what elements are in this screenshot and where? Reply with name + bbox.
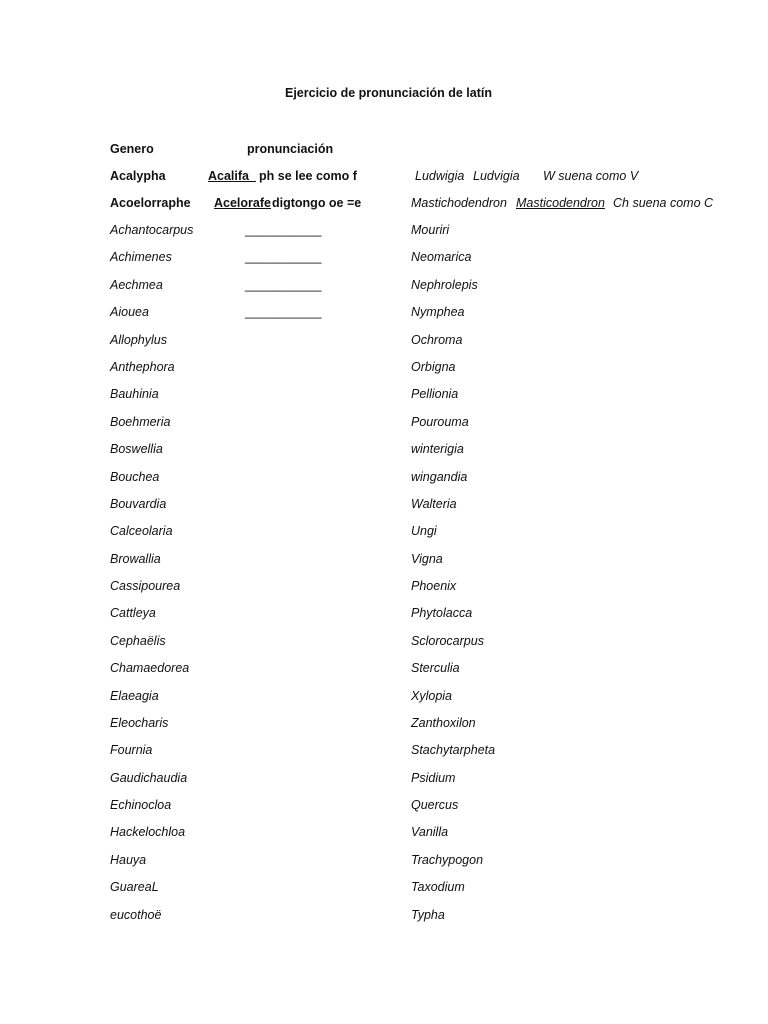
row2-note: digtongo oe =e	[272, 196, 362, 210]
row1-note: ph se lee como f	[259, 169, 357, 183]
left-genus: Anthephora	[110, 360, 175, 374]
right-genus: Taxodium	[411, 880, 465, 894]
row1-pronunciation: Acalifa	[208, 169, 249, 183]
left-genus: Aiouea	[110, 305, 149, 319]
row2-pronunciation: Acelorafe	[214, 196, 271, 210]
left-genus: Echinocloa	[110, 798, 172, 812]
right-genus: Ochroma	[411, 333, 463, 347]
left-genus: Boehmeria	[110, 415, 171, 429]
left-genus: Eleocharis	[110, 716, 169, 730]
left-genus: eucothoë	[110, 908, 162, 922]
right-genus: Nymphea	[411, 305, 465, 319]
right-genus: Sclorocarpus	[411, 634, 484, 648]
left-genus: Hackelochloa	[110, 825, 186, 839]
right-genus: Pourouma	[411, 415, 469, 429]
right-genus: Typha	[411, 908, 445, 922]
left-genus: Calceolaria	[110, 524, 173, 538]
left-genus: Elaeagia	[110, 689, 159, 703]
blank-line: ___________	[245, 278, 322, 292]
right-genus: Neomarica	[411, 250, 472, 264]
right-genus: Quercus	[411, 798, 459, 812]
blank-line: ___________	[245, 305, 322, 319]
right-genus: Pellionia	[411, 387, 459, 401]
left-genus: Aechmea	[110, 278, 163, 292]
left-genus: Bauhinia	[110, 387, 159, 401]
header-pronunciacion: pronunciación	[247, 142, 334, 156]
blank-line: ___________	[245, 250, 322, 264]
left-genus: Achimenes	[110, 250, 172, 264]
row1-right-genus: Ludwigia	[415, 169, 465, 183]
right-genus: Trachypogon	[411, 853, 484, 867]
left-genus: Cattleya	[110, 606, 156, 620]
left-genus: Chamaedorea	[110, 661, 190, 675]
row2-right-note: Ch suena como C	[613, 196, 714, 210]
right-genus: Nephrolepis	[411, 278, 478, 292]
left-genus: Bouchea	[110, 470, 160, 484]
right-genus: Sterculia	[411, 661, 460, 675]
left-genus: Achantocarpus	[110, 223, 194, 237]
right-genus: wingandia	[411, 470, 468, 484]
right-genus: Zanthoxilon	[411, 716, 476, 730]
right-genus: winterigia	[411, 442, 464, 456]
right-genus: Phoenix	[411, 579, 457, 593]
left-genus: Browallia	[110, 552, 161, 566]
left-genus: Bouvardia	[110, 497, 167, 511]
row1-genus: Acalypha	[110, 169, 166, 183]
left-genus: Cassipourea	[110, 579, 181, 593]
row1-right-note: W suena como V	[543, 169, 639, 183]
left-genus: GuareaL	[110, 880, 159, 894]
right-genus: Vigna	[411, 552, 443, 566]
page-title: Ejercicio de pronunciación de latín	[285, 86, 492, 100]
row2-right-genus: Mastichodendron	[411, 196, 507, 210]
blank-line: ___________	[245, 223, 322, 237]
left-genus: Hauya	[110, 853, 147, 867]
right-genus: Walteria	[411, 497, 457, 511]
row1-right-pronunciation: Ludvigia	[473, 169, 520, 183]
left-genus: Cephaëlis	[110, 634, 166, 648]
left-genus: Fournia	[110, 743, 153, 757]
right-genus: Mouriri	[411, 223, 450, 237]
right-genus: Orbigna	[411, 360, 456, 374]
right-genus: Psidium	[411, 771, 456, 785]
right-genus: Phytolacca	[411, 606, 473, 620]
header-genero: Genero	[110, 142, 154, 156]
left-genus: Boswellia	[110, 442, 163, 456]
right-genus: Vanilla	[411, 825, 449, 839]
row2-genus: Acoelorraphe	[110, 196, 191, 210]
left-genus: Allophylus	[110, 333, 167, 347]
left-genus: Gaudichaudia	[110, 771, 188, 785]
right-genus: Stachytarpheta	[411, 743, 496, 757]
right-genus: Xylopia	[411, 689, 452, 703]
row2-right-pronunciation: Masticodendron	[516, 196, 605, 210]
right-genus: Ungi	[411, 524, 437, 538]
